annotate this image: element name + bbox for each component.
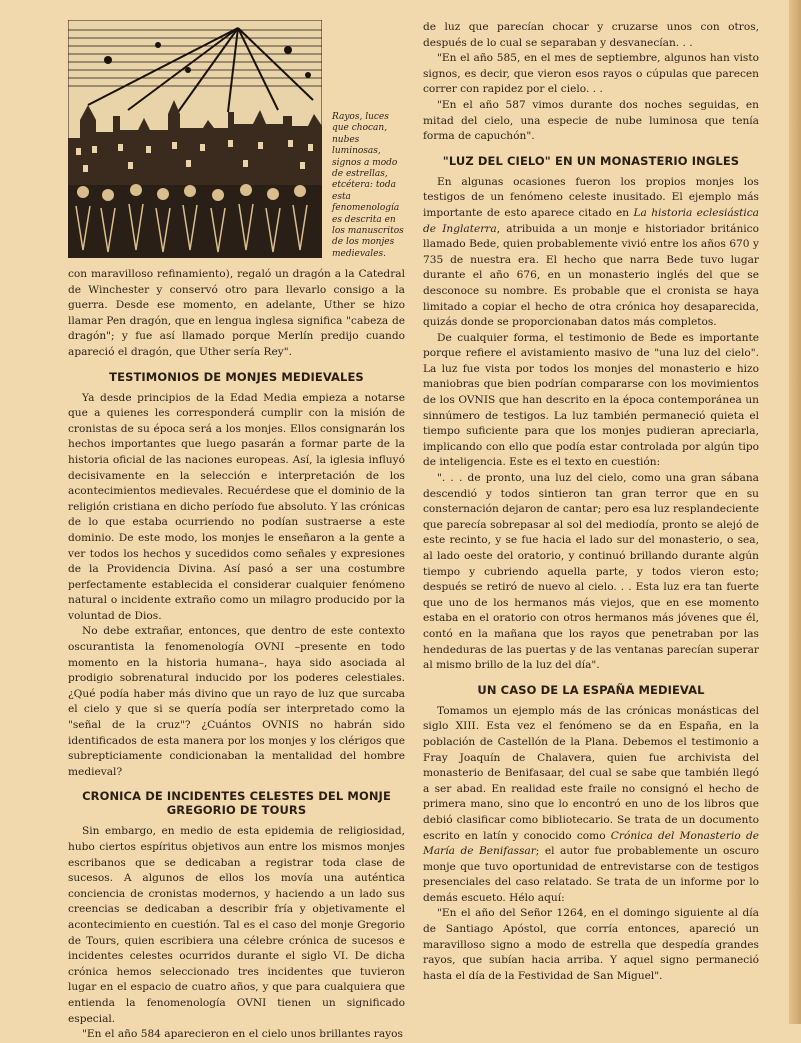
right-paragraph-7-a: Tomamos un ejemplo más de las crónicas monásticas del siglo XIII. Esta vez el fenómeno se da en España, en la población de Castellón de la Plana. Debemos el testimonio a Fray Joaquín de Chalavera, quien fue archivista del monasterio de Benifasaar, del cual se sabe que también llegó a ser abad. En realidad este fraile no consignó el hecho de primera mano, sino que lo encontró en uno de los libros que debió clasificar como bibliotecario. Se trata de un documento escrito en latín y conocido como: [423, 704, 759, 842]
woodcut-illustration: [68, 20, 322, 258]
right-paragraph-2: "En el año 585, en el mes de septiembre, algunos han visto signos, es decir, que vieron esos rayos o cúpulas que parecen correr con rapidez por el cielo. . .: [423, 52, 759, 96]
right-paragraph-4: [423, 175, 759, 331]
left-paragraph-1: con maravilloso refinamiento), regaló un dragón a la Catedral de Winchester y conservó otro para llevarlo consigo a la guerra. Desde ese momento, en adelante, Uther se hizo llamar Pen dragón, que en lengua inglesa significa "cabeza de dragón"; y fue así llamado porque Merlín predijo cuando apareció el dragón, que Uther sería Rey".: [68, 268, 405, 358]
right-column: [423, 20, 759, 984]
left-paragraph-5: "En el año 584 aparecieron en el cielo unos brillantes rayos: [82, 1028, 403, 1041]
heading-cronica: CRONICA DE INCIDENTES CELESTES DEL MONJE GREGORIO DE TOURS: [82, 789, 391, 818]
book-title-historia-eclesiastica: La historia eclesiástica de Inglaterra: [423, 206, 759, 235]
left-column: [68, 20, 405, 1043]
figure: [68, 20, 405, 264]
right-paragraph-1: de luz que parecían chocar y cruzarse unos con otros, después de lo cual se separaban y desvanecían. . .: [423, 21, 759, 49]
right-paragraph-7-b: ; el autor fue probablemente un oscuro monje que tuvo oportunidad de entrevistarse con de testigos presenciales del caso relatado. Se trata de un informe por lo demás escueto. Hélo aquí:: [423, 845, 759, 904]
right-paragraph-5: De cualquier forma, el testimonio de Bede es importante porque refiere el avistamiento masivo de "una luz del cielo". La luz fue vista por todos los monjes del monasterio e hizo maniobras que bien podrían compararse con los movimientos de los OVNIS que han descrito en la época contemporánea un sinnúmero de testigos. La luz también permaneció quieta el tiempo suficiente para que los monjes pudieran apreciarla, implicando con ello que podía estar controlada por algún tipo de inteligencia. Este es el texto en cuestión:: [423, 331, 759, 469]
right-paragraph-7: [423, 704, 759, 907]
right-paragraph-4-a: En algunas ocasiones fueron los propios monjes los testigos de un fenómeno celeste inusitado. El ejemplo más importante de esto aparece citado en: [423, 175, 759, 219]
left-paragraph-4: Sin embargo, en medio de esta epidemia de religiosidad, hubo ciertos espíritus objetivos aun entre los mismos monjes escribanos que se dedicaban a registrar toda clase de sucesos. A algunos de ellos los movía una auténtica conciencia de cronistas modernos, y haciendo a un lado sus creencias se dedicaban a describir fría y objetivamente el acontecimiento en cuestión. Tal es el caso del monje Gregorio de Tours, quien escribiera una célebre crónica de sucesos e incidentes celestes ocurridos durante el siglo VI. De dicha crónica hemos seleccionado tres incidentes que tuvieron lugar en el espacio de cuatro años, y que para cualquiera que entienda la fenomenología OVNI tienen un significado especial.: [68, 825, 405, 1025]
heading-espana-medieval: UN CASO DE LA ESPAÑA MEDIEVAL: [477, 682, 705, 697]
right-paragraph-8: "En el año del Señor 1264, en el domingo siguiente al día de Santiago Apóstol, que corría entonces, apareció un maravilloso signo a modo de estrella que despedía grandes rayos, que subían hacia arriba. Y aquel signo permaneció hasta el día de la Festividad de San Miguel".: [423, 907, 759, 982]
left-paragraph-2: Ya desde principios de la Edad Media empieza a notarse que a quienes les corresponderá cumplir con la misión de cronistas de su época será a los monjes. Ellos consignarán los hechos importantes que luego pasarán a formar parte de la historia oficial de las naciones europeas. Así, la iglesia influyó decisivamente en la selección e interpretación de los acontecimientos medievales. Recuérdese que el dominio de la religión cristiana en dicho período fue absoluto. Y las crónicas de lo que estaba ocurriendo no podían sustraerse a este dominio. De este modo, los monjes le enseñaron a la gente a ver todos los hechos y sucedidos como señales y expresiones de la Providencia Divina. Así pasó a ser una costumbre perfectamente establecida el considerar cualquier fenómeno natural o incidente extraño como un milagro producido por la voluntad de Dios.: [68, 391, 405, 622]
figure-caption: Rayos, luces que chocan, nubes luminosas, signos a modo de estrellas, etcétera: toda esta fenomenología es descrita en los manuscritos de los monjes medievales.: [332, 112, 404, 259]
left-paragraph-3: No debe extrañar, entonces, que dentro de este contexto oscurantista la fenomenología OVNI –presente en todo momento en la historia humana–, haya sido asociada al prodigio sobrenatural inducido por los poderes celestiales. ¿Qué podía haber más divino que un rayo de luz que surcaba el cielo y que si se quería podía ser interpretado como la "señal de la cruz"? ¿Cuántos OVNIS no habrán sido identificados de esta manera por los monjes y los clérigos que subrepticiamente condicionaban la mentalidad del hombre medieval?: [68, 625, 405, 778]
heading-luz-del-cielo: "LUZ DEL CIELO" EN UN MONASTERIO INGLES: [442, 153, 740, 168]
page-edge: [789, 0, 801, 1024]
heading-testimonios: TESTIMONIOS DE MONJES MEDIEVALES: [109, 369, 364, 384]
right-paragraph-4-b: , atribuida a un monje e historiador británico llamado Bede, quien probablemente vivió entre los años 670 y 735 de nuestra era. El hecho que narra Bede tuvo lugar durante el año 676, en un monasterio inglés del que se desconoce su nombre. Es probable que el cronista se haya limitado a copiar el hecho de otra crónica hoy desaparecida, quizás donde se proporcionaban datos más completos.: [423, 222, 759, 329]
right-paragraph-3: "En el año 587 vimos durante dos noches seguidas, en mitad del cielo, una especie de nube luminosa que tenía forma de capuchón".: [423, 98, 759, 143]
right-paragraph-6: ". . . de pronto, una luz del cielo, como una gran sábana descendió y todos sintieron tan gran terror que en su consternación dejaron de cantar; pero esa luz resplandeciente que parecía sobrepasar al sol del mediodía, pronto se alejó de este recinto, y se fue hacia el lado sur del monasterio, o sea, al lado oeste del oratorio, y continuó brillando durante algún tiempo y cubriendo aquella parte, y todos vieron esto; después se retiró de nuevo al cielo. . . Esta luz era tan fuerte que uno de los hermanos más viejos, que en ese momento estaba en el oratorio con otros hermanos más jóvenes que él, contó en la mañana que los rayos que penetraban por las hendeduras de las puertas y de las ventanas parecían superar al mismo brillo de la luz del día".: [423, 472, 760, 672]
book-title-cronica-monasterio: Crónica del Monasterio de María de Benifassar: [423, 829, 759, 858]
